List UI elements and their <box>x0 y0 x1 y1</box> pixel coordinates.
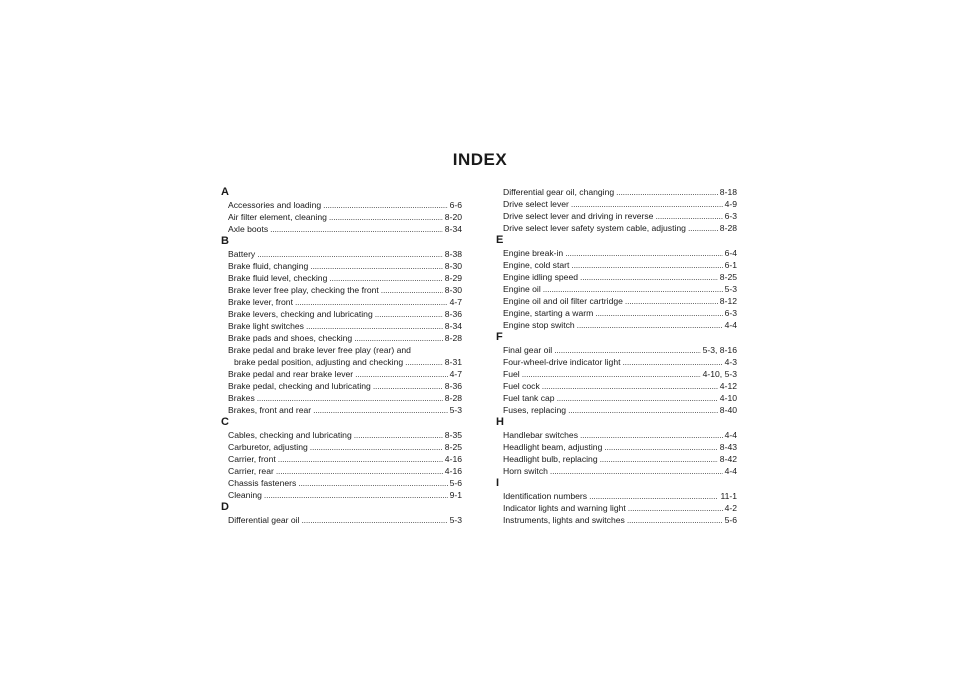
index-entry <box>221 404 462 416</box>
dot-leader <box>405 356 443 368</box>
index-entry <box>221 260 462 272</box>
index-entry <box>496 307 737 319</box>
index-entry <box>221 320 462 332</box>
page-title: INDEX <box>452 150 508 169</box>
index-entry-page: 8-29 <box>444 273 462 283</box>
index-entry-label: Engine, cold start <box>503 260 570 270</box>
dot-leader <box>627 514 723 526</box>
dot-leader <box>600 453 718 465</box>
index-entry-label: Differential gear oil, changing <box>503 187 615 197</box>
index-entry <box>496 490 737 502</box>
index-entry <box>496 380 737 392</box>
section-letter-c: C <box>221 416 229 428</box>
index-entry <box>221 368 462 380</box>
dot-leader <box>688 222 718 234</box>
index-entry <box>221 332 462 344</box>
index-entry-label: Brake levers, checking and lubricating <box>228 309 373 319</box>
index-entry-page: 9-1 <box>449 490 462 500</box>
index-entry-page: 8-28 <box>719 223 737 233</box>
index-entry-label: Four-wheel-drive indicator light <box>503 357 621 367</box>
index-entry <box>496 514 737 526</box>
index-entry <box>221 344 462 368</box>
index-entry-label: Fuses, replacing <box>503 405 567 415</box>
index-entry-label: Handlebar switches <box>503 430 578 440</box>
index-entry-label: Brakes <box>228 393 255 403</box>
index-entry-page: 4-2 <box>724 503 737 513</box>
index-entry-label: Engine idling speed <box>503 272 579 282</box>
index-entry-page: 8-34 <box>444 321 462 331</box>
dot-leader <box>589 490 718 502</box>
dot-leader <box>310 441 443 453</box>
index-entry <box>221 296 462 308</box>
index-entry-page: 4-7 <box>449 369 462 379</box>
index-entry-label: Drive select lever and driving in reverse <box>503 211 654 221</box>
index-entry-page: 8-12 <box>719 296 737 306</box>
index-entry-page: 8-38 <box>444 249 462 259</box>
section-i-entries <box>496 490 737 526</box>
dot-leader <box>313 404 447 416</box>
index-entry <box>221 489 462 501</box>
index-entry <box>221 211 462 223</box>
dot-leader <box>554 344 700 356</box>
index-entry-label: Chassis fasteners <box>228 478 297 488</box>
index-entry <box>496 319 737 331</box>
dot-leader <box>310 260 443 272</box>
dot-leader <box>580 429 723 441</box>
dot-leader <box>329 211 443 223</box>
index-entry-label: Carrier, rear <box>228 466 274 476</box>
index-entry-label: Horn switch <box>503 466 548 476</box>
dot-leader <box>375 308 443 320</box>
index-entry-label: Engine oil <box>503 284 541 294</box>
dot-leader <box>354 429 443 441</box>
index-entry-label: Brakes, front and rear <box>228 405 312 415</box>
index-entry <box>496 453 737 465</box>
index-entry-label: Accessories and loading <box>228 200 322 210</box>
index-entry-label: Engine, starting a warm <box>503 308 594 318</box>
index-entry-label: Engine stop switch <box>503 320 575 330</box>
index-entry <box>496 259 737 271</box>
index-entry-label-continued: brake pedal position, adjusting and checking <box>234 357 404 367</box>
index-entry-label: Fuel cock <box>503 381 540 391</box>
index-entry-page: 8-43 <box>719 442 737 452</box>
index-entry <box>496 465 737 477</box>
dot-leader <box>355 368 447 380</box>
index-entry-page: 8-36 <box>444 309 462 319</box>
index-entry-label: Brake light switches <box>228 321 304 331</box>
dot-leader <box>580 271 718 283</box>
index-entry-label: Differential gear oil <box>228 515 300 525</box>
section-a-entries <box>221 199 462 235</box>
dot-leader <box>257 248 443 260</box>
index-entry-label: Brake pedal, checking and lubricating <box>228 381 371 391</box>
dot-leader <box>522 368 701 380</box>
index-entry-label: Headlight bulb, replacing <box>503 454 598 464</box>
index-entry <box>221 465 462 477</box>
index-entry-label: Indicator lights and warning light <box>503 503 626 513</box>
index-entry-label: Brake pads and shoes, checking <box>228 333 353 343</box>
index-entry-page: 6-6 <box>449 200 462 210</box>
dot-leader <box>302 514 448 526</box>
index-entry-page: 8-42 <box>719 454 737 464</box>
index-entry <box>496 295 737 307</box>
dot-leader <box>354 332 443 344</box>
index-entry <box>496 344 737 356</box>
index-entry-page: 5-3 <box>724 284 737 294</box>
index-entry-label: Brake fluid level, checking <box>228 273 328 283</box>
dot-leader <box>264 489 448 501</box>
section-h-entries <box>496 429 737 477</box>
index-entry-page: 8-25 <box>719 272 737 282</box>
dot-leader <box>565 247 722 259</box>
index-entry-page: 6-4 <box>724 248 737 258</box>
index-entry-page: 4-10 <box>719 393 737 403</box>
section-letter-d: D <box>221 501 229 513</box>
index-entry-page: 8-18 <box>719 187 737 197</box>
dot-leader <box>625 295 718 307</box>
index-entry-page: 11-1 <box>720 491 737 501</box>
dot-leader <box>568 404 718 416</box>
dot-leader <box>276 465 443 477</box>
index-entry <box>496 247 737 259</box>
index-entry <box>221 248 462 260</box>
index-entry <box>221 380 462 392</box>
index-entry <box>221 308 462 320</box>
index-entry-page: 6-3 <box>724 308 737 318</box>
dot-leader <box>628 502 723 514</box>
index-entry <box>221 429 462 441</box>
dot-leader <box>373 380 443 392</box>
dot-leader <box>571 259 722 271</box>
index-column-right <box>496 186 737 526</box>
index-entry-page: 4-3 <box>724 357 737 367</box>
index-entry <box>496 392 737 404</box>
index-entry-label: Drive select lever safety system cable, adjusting <box>503 223 686 233</box>
index-entry-page: 4-9 <box>724 199 737 209</box>
index-entry-label: Cables, checking and lubricating <box>228 430 352 440</box>
index-entry-page: 4-16 <box>444 466 462 476</box>
index-entry-label: Battery <box>228 249 256 259</box>
index-entry-label: Engine break-in <box>503 248 564 258</box>
section-letter-i: I <box>496 477 500 489</box>
index-entry-label: Headlight beam, adjusting <box>503 442 603 452</box>
index-entry-label: Fuel tank cap <box>503 393 555 403</box>
index-entry-page: 8-30 <box>444 261 462 271</box>
index-entry <box>496 271 737 283</box>
index-entry-label: Drive select lever <box>503 199 569 209</box>
index-entry <box>496 368 737 380</box>
index-entry-page: 4-7 <box>449 297 462 307</box>
index-entry <box>496 356 737 368</box>
index-entry <box>221 392 462 404</box>
section-f-entries <box>496 344 737 416</box>
index-entry-label: Air filter element, cleaning <box>228 212 327 222</box>
dot-leader <box>381 284 443 296</box>
section-b-entries <box>221 248 462 416</box>
index-entry-label: Brake pedal and brake lever free play (rear) and <box>228 345 411 355</box>
section-letter-e: E <box>496 234 504 246</box>
index-entry-page: 5-3, 8-16 <box>702 345 737 355</box>
index-entry <box>221 514 462 526</box>
section-letter-b: B <box>221 235 229 247</box>
index-entry-page: 4-10, 5-3 <box>702 369 737 379</box>
section-e-entries <box>496 247 737 331</box>
index-entry-label: Carburetor, adjusting <box>228 442 308 452</box>
dot-leader <box>542 380 718 392</box>
index-entry-page: 8-35 <box>444 430 462 440</box>
index-entry <box>496 441 737 453</box>
index-entry <box>496 222 737 234</box>
dot-leader <box>604 441 717 453</box>
index-entry <box>221 477 462 489</box>
index-entry-label: Final gear oil <box>503 345 553 355</box>
index-entry <box>496 283 737 295</box>
index-entry-label: Brake fluid, changing <box>228 261 309 271</box>
section-d-entries-left <box>221 514 462 526</box>
dot-leader <box>298 477 447 489</box>
index-entry <box>496 429 737 441</box>
index-entry-page: 8-40 <box>719 405 737 415</box>
index-entry-label: Carrier, front <box>228 454 276 464</box>
index-entry-page: 8-25 <box>444 442 462 452</box>
index-entry <box>496 186 737 198</box>
dot-leader <box>295 296 448 308</box>
index-entry-label: Engine oil and oil filter cartridge <box>503 296 623 306</box>
index-entry-page: 8-28 <box>444 333 462 343</box>
index-entry <box>496 404 737 416</box>
section-c-entries <box>221 429 462 501</box>
dot-leader <box>557 392 718 404</box>
dot-leader <box>323 199 447 211</box>
dot-leader <box>571 198 723 210</box>
index-entry-page: 6-3 <box>724 211 737 221</box>
section-letter-f: F <box>496 331 503 343</box>
index-entry <box>496 198 737 210</box>
dot-leader <box>595 307 722 319</box>
index-entry <box>221 453 462 465</box>
index-entry-page: 8-36 <box>444 381 462 391</box>
index-entry-label: Axle boots <box>228 224 269 234</box>
index-entry-page: 8-31 <box>444 357 462 367</box>
dot-leader <box>257 392 443 404</box>
index-entry <box>221 272 462 284</box>
dot-leader <box>543 283 723 295</box>
section-letter-h: H <box>496 416 504 428</box>
index-entry <box>496 502 737 514</box>
index-entry-page: 4-4 <box>724 430 737 440</box>
index-entry-label: Identification numbers <box>503 491 588 501</box>
index-entry-page: 8-20 <box>444 212 462 222</box>
index-entry-page: 5-6 <box>724 515 737 525</box>
index-entry-label: Brake lever free play, checking the front <box>228 285 379 295</box>
index-entry-page: 5-3 <box>449 405 462 415</box>
index-entry-page: 4-16 <box>444 454 462 464</box>
dot-leader <box>550 465 723 477</box>
section-letter-a: A <box>221 186 229 198</box>
dot-leader <box>655 210 722 222</box>
index-entry-label: Fuel <box>503 369 520 379</box>
dot-leader <box>329 272 442 284</box>
index-entry <box>221 223 462 235</box>
index-entry-label: Brake pedal and rear brake lever <box>228 369 354 379</box>
dot-leader <box>306 320 443 332</box>
index-entry-page: 5-3 <box>449 515 462 525</box>
index-entry-page: 4-12 <box>719 381 737 391</box>
dot-leader <box>616 186 718 198</box>
dot-leader <box>577 319 723 331</box>
index-entry <box>496 210 737 222</box>
index-entry-page: 8-28 <box>444 393 462 403</box>
dot-leader <box>623 356 723 368</box>
index-entry <box>221 441 462 453</box>
section-d-entries-right <box>496 186 737 234</box>
index-entry-label: Cleaning <box>228 490 262 500</box>
index-column-left <box>221 186 462 526</box>
index-entry-page: 8-30 <box>444 285 462 295</box>
index-entry-label: Brake lever, front <box>228 297 293 307</box>
index-entry-page: 4-4 <box>724 320 737 330</box>
index-entry-page: 8-34 <box>444 224 462 234</box>
index-entry <box>221 284 462 296</box>
index-entry-page: 6-1 <box>724 260 737 270</box>
dot-leader <box>278 453 443 465</box>
index-entry <box>221 199 462 211</box>
index-entry-page: 5-6 <box>449 478 462 488</box>
dot-leader <box>270 223 443 235</box>
index-entry-label: Instruments, lights and switches <box>503 515 625 525</box>
index-entry-page: 4-4 <box>724 466 737 476</box>
